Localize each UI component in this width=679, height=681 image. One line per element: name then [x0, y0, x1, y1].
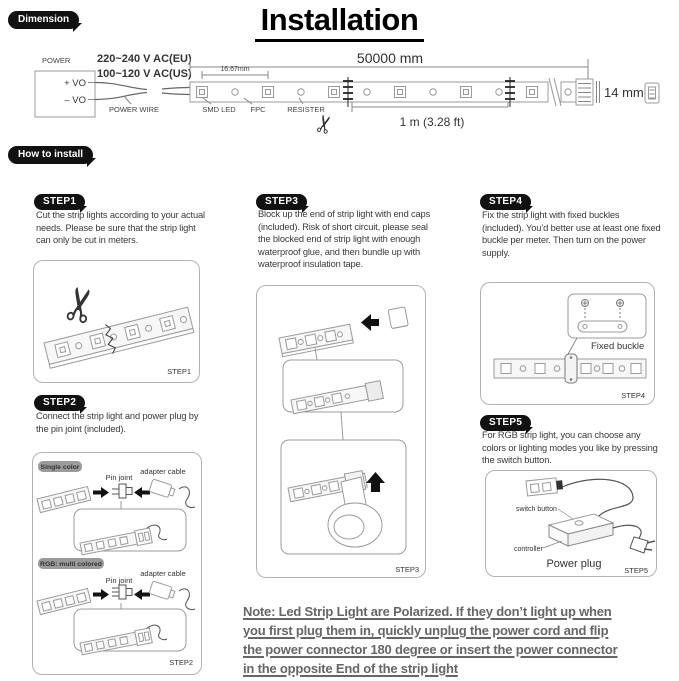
fpc-label: FPC: [250, 105, 266, 114]
how-to-install-badge: How to install: [8, 146, 93, 164]
arrow-left-icon: [134, 589, 150, 600]
plug-cable: [613, 525, 641, 539]
step2-fig-label: STEP2: [169, 658, 193, 667]
step4-badge: STEP4: [480, 194, 531, 210]
power-plug-icon: [630, 537, 655, 553]
step3-badge: STEP3: [256, 194, 307, 210]
strip-graphic: [279, 324, 353, 356]
tape-roll-core: [334, 515, 364, 539]
voltage-us-label: 100~120 V AC(US): [97, 68, 192, 80]
adapter-cable-wire: [179, 487, 195, 508]
step4-fig-label: STEP4: [621, 391, 645, 400]
smd-led-label: SMD LED: [202, 105, 236, 114]
strip-width-label: 14 mm: [604, 85, 644, 100]
strip-connector: [526, 477, 563, 496]
arrow-left-icon: [361, 314, 379, 331]
voltage-eu-label: 220~240 V AC(EU): [97, 53, 192, 65]
single-color-badge-label: Single color: [40, 464, 80, 471]
connector-cable: [562, 479, 633, 517]
controller-label: controller: [514, 546, 543, 553]
step4-text: Fix the strip light with fixed buckles (included). You’d better use at least one fixed buckle per meter. Then turn on the power supply.: [482, 210, 661, 258]
switch-button-label: switch button: [516, 506, 557, 513]
adapter-cable-label: adapter cable: [140, 569, 186, 578]
buckle-graphic: [578, 321, 627, 332]
page-title: Installation: [255, 0, 425, 42]
step5-text: For RGB strip light, you can choose any colors or lighting modes you like by pressing the switch button.: [482, 430, 658, 465]
led-pitch-label: 16.67mm: [220, 66, 250, 73]
power-label: POWER: [42, 56, 71, 65]
plug-socket: [645, 83, 659, 103]
controller-box: [549, 514, 613, 546]
note-line: Note: Led Strip Light are Polarized. If they don’t light up when: [243, 604, 612, 619]
pin-joint-label: Pin joint: [105, 576, 133, 585]
buckle-on-strip: [565, 354, 577, 383]
dim-pitch: [202, 66, 268, 79]
step1-text: Cut the strip lights according to your actual needs. Please be sure that the strip light can only be cut in meters.: [36, 210, 205, 245]
dimension-diagram: [0, 46, 679, 143]
resister-label: RESISTER: [287, 105, 325, 114]
adapter-cable-label: adapter cable: [140, 467, 186, 476]
power-wires: [95, 83, 190, 100]
scissors-icon: ✂: [50, 280, 110, 330]
minus-vo-label: – VO: [64, 95, 86, 106]
step2-figure: [32, 452, 202, 675]
title-wrap: [0, 0, 679, 42]
polarity-note: [243, 602, 617, 678]
step1-fig-label: STEP1: [167, 367, 191, 376]
dim-1m: [352, 102, 508, 129]
step5-badge: STEP5: [480, 415, 531, 431]
step2-badge: STEP2: [34, 395, 85, 411]
rgb-badge-label: RGB: multi colored: [40, 561, 102, 568]
power-wire-label: POWER WIRE: [109, 105, 159, 114]
total-length-label: 50000 mm: [356, 50, 424, 66]
fixed-buckle-label: Fixed buckle: [591, 341, 645, 352]
dimension-badge: Dimension: [8, 11, 79, 29]
power-plug-label: Power plug: [546, 558, 602, 570]
adapter-plug: [149, 581, 176, 601]
pin-joint-4pin: [112, 585, 132, 599]
step5-figure: [485, 470, 657, 577]
scissors-icon: ✂: [309, 111, 342, 138]
step3-fig-label: STEP3: [395, 565, 419, 574]
step2-text: Connect the strip light and power plug by the pin joint (included).: [36, 411, 199, 434]
step1-badge: STEP1: [34, 194, 85, 210]
step1-figure: [33, 260, 200, 383]
note-line: the power connector 180 degree or insert the power connector: [243, 642, 618, 657]
arrow-left-icon: [134, 487, 150, 498]
arrow-right-icon: [93, 589, 109, 600]
cut-unit-label: 1 m (3.28 ft): [399, 115, 465, 129]
end-cap: [388, 307, 408, 329]
step5-fig-label: STEP5: [624, 566, 648, 575]
pin-joint-label: Pin joint: [105, 473, 133, 482]
step4-figure: [480, 282, 655, 405]
plus-vo-label: + VO: [64, 78, 86, 89]
end-connector: [576, 79, 600, 105]
step3-figure: [256, 285, 426, 578]
adapter-plug: [149, 479, 176, 499]
note-line: in the opposite End of the strip light: [243, 661, 458, 676]
step3-text: Block up the end of strip light with end caps (included). Risk of short circuit, please seal the blocked end of strip light with enough waterproof glue, and then bundle up with waterproof insulation tape.: [258, 209, 431, 269]
arrow-right-icon: [93, 487, 109, 498]
pin-joint-2pin: [112, 484, 132, 498]
led-strip-graphic: [190, 77, 659, 107]
switch-button-icon: [575, 521, 583, 525]
adapter-cable-wire: [179, 589, 195, 610]
note-line: you first plug them in, quickly unplug the power cord and flip: [243, 623, 609, 638]
